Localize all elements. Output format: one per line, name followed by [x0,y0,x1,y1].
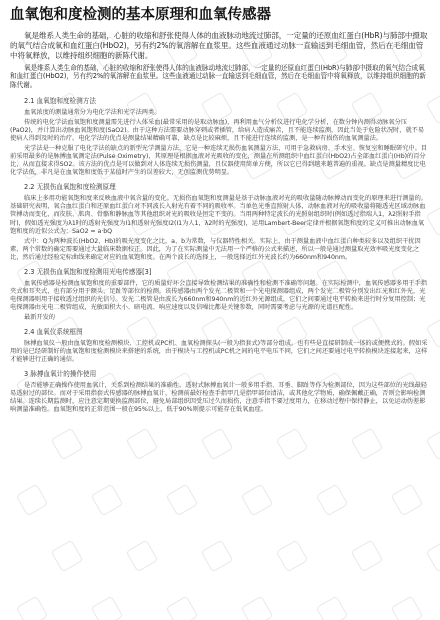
watermark-icon [51,428,84,461]
body-paragraph: 是否能够正确操作使用血氧计，关系到检测结果的准确性。透射式脉搏血氧计一般多用手指、耳垂、脚趾等作为检测部位，因为这些部位的光线最轻易透射过的部位。而对于采用指套式传感器的脉搏血氧计，检测前最好检查手指甲几是指甲部位清洁，或其他化学物质，确保佩戴正确，否则会影响检测结果。连续长期监测时，应注意定期更换监测部位，避免局部组织因受压过久而损伤，注意手指不要过度用力，在移动过程中保持静止，以免运动伪差影响测量准确性。血氧饱和度的正常范围一般在95%以上，低于90%则提示可能存在低氧血症。 [10,382,427,414]
watermark-icon [166,484,199,517]
watermark-icon [316,596,349,620]
watermark-icon [351,540,384,573]
article-title: 血氧饱和度检测的基本原理和血氧传感器 [10,7,271,23]
body-paragraph: 临床上多用功能氧饱和度来反映血液中氧含量的变化。无损伤血氧饱和度测量是基于动脉血液对光的吸收量随动脉搏动而变化的原理来进行测量的。基础研究表明，氧合血红蛋白和还原血红蛋白对不同波长入射光有着不同的吸收率。当单色光垂直照射人体，动脉血液对光的吸收量将随透光区域动脉血管搏动而变化，而皮肤、肌肉、骨骼和静脉血等其他组织对光的吸收是恒定不变的。当用两种特定波长的光照射组织时(例如透过指端人1，λ2照射手指时)，假如透光强度为λ1时的透射光强度为I1和透射光强度I2(I1为人1，λ2时的光强度)，运用Lambert-Beer定律并根据氧饱和度的定义可推出动脉血氧饱和度的近似公式为：SaO2 = a·bQ [10,195,427,235]
watermark-icon [91,596,124,620]
watermark-icon [126,540,159,573]
watermark-icon [391,596,424,620]
watermark-icon [51,540,84,573]
watermark-icon [201,428,234,461]
body-paragraph: 光学法是一种克服了电化学法的缺点的新型光学测量方法，它是一种连续无损伤血氧测量方法，可用于急救病房、手术室、恢复室和睡眠研究中。目前采用最多的是脉搏血氧测定法(Pulse Oximetry)，其原理是根据血液对光吸收的变化，测量在所测组织中血红蛋白(HbO2)占全部血红蛋白(Hb)的百分比，从而直接求得SO2。该方法的优点是可以做到对人体连续无损伤测量，且仪器使用简单方便，所以它已得到越来越普遍的重视。缺点是测量精度比电化学法低，非凡是在血氧饱和度低于某值时产生的误差较大，无创监测优势明显。 [10,145,427,177]
watermark-icon [351,428,384,461]
body-paragraph: 血氧传感器是检测血氧饱和度的重要部件，它的质量好坏会直接导致检测结果的准确性和检测不准确等问题。在实际检测中，血氧传感器多用于手指夹式和耳夹式，也有部分用于额头、足趾等部位的检测。该传感器由两个发光二极管和一个光电探测器组成，两个发光二极管分别发出红光和红外光，光电探测器则用于接收透过组织的光信号。发光二极管是由波长为660nm和940nm的近红外光源组成，它们之间要通过电平转换来进行时分复用控制；光电探测器由光电二极管组成，光敏面积大小、暗电流、响应速度以及信噪比都是关键参数，同时需要考虑与光源的光谱匹配性。 [10,279,427,311]
article-body [10,97,430,414]
body-paragraph: 式中：Q为两种波长(HbO2、Hb)的吸光度变化之比，a、b为常数，与仪器特性相关。实际上，由于测量血液中血红蛋白种类较多以及组织干扰因素，两个常数的确定需要通过大量临床数据校正。因此，为了在实际测量中无法用一个严格的公式来描述，所以一般是通过测量取光效率吸光度变化之比，然后通过经验定标曲线来确定对应的血氧饱和度。在两个波长的选择上，一般选择近红外光波长约为660nm和940nm。 [10,237,421,261]
watermark-icon [391,484,424,517]
watermark-icon [166,596,199,620]
watermark-icon [241,596,274,620]
watermark-icon [241,484,274,517]
watermark-icon [201,540,234,573]
body-paragraph: 最新开发的 [24,313,55,321]
subsection-heading: 2.3 无损伤血氧饱和度检测用光电传感器[3] [24,267,152,276]
watermark-icon [276,428,309,461]
watermark-icon [126,428,159,461]
watermark-icon [276,540,309,573]
watermark-icon [316,484,349,517]
intro-paragraph: 氧是维系人类生命的基础，心脏的收缩和舒张使得人体的血液脉动地流过肺部，一定量的还原血红蛋白(HbR)与肺部中摄取的氧气结合成氧和血红蛋白(HbO2)，另有约2%的氧溶解在血浆里。这些血液通过动脉一直输送到毛细血管，然后在毛细血管中将氧释放，以维持组织细胞的新陈代谢。 [10,31,428,61]
watermark-icon [426,428,440,461]
subsection-heading: 3 脉搏血氧计的操作使用 [24,370,97,379]
section-heading: 2.1 血氧饱和度检测方法 [24,97,96,105]
subsection-heading: 2.4 血氧仪系统框图 [24,327,83,336]
watermark-icon [16,484,49,517]
watermark-icon [16,596,49,620]
watermark-icon [91,484,124,517]
body-paragraph: 血氧浓度的测量通常分为电化学法和光学法两类。 [24,109,161,116]
watermark-icon [426,540,440,573]
subsection-heading: 2.2 无损伤血氧饱和度检测原理 [24,183,116,192]
body-paragraph: 传统的电化学法血氧饱和度测量需先进行人体采血(最常采用的是取动脉血)，再利用血气分析仪进行电化学分析，在数分钟内测得动脉氧分压(PaO2)，并计算出动脉血氧饱和度(SaO2)。由于这种方法需要动脉穿刺或者插管，给病人造成痛苦，且不能连续监测，因此当处于危险状况时，就不易使病人得到及时的治疗。电化学法的优点是测量结果精确可靠，缺点是比较麻烦，且不能进行连续的监测，是一种有损伤的血氧测量法。 [10,119,425,143]
intro-paragraph: 氧是维系人类生命的基础，心脏的收缩和舒张使得人体的血液脉动地流过肺部，一定量的还原血红蛋白(HbR)与肺部中摄取的氧气结合成氧和血红蛋白(HbO2)，另有约2%的氧溶解在血浆里。这些血液通过动脉一直输送到毛细血管，然后在毛细血管中将氧释放，以维持组织细胞的新陈代谢。 [10,63,426,90]
body-paragraph: 脉搏血氧仪一般由血氧饱和度检测模块、工控机或PC机、血氧检测探头(一般为指套式)等部分组成。也有些是直接研制成一体的或便携式的。假如采用的是已经研制好的血氧饱和度检测模块来搭建的系统，由于模块与工控机或PC机之间的电平电压不同，它们之间还要通过电平转换模块连接起来，这样才能够进行正确的通信。 [10,339,428,364]
